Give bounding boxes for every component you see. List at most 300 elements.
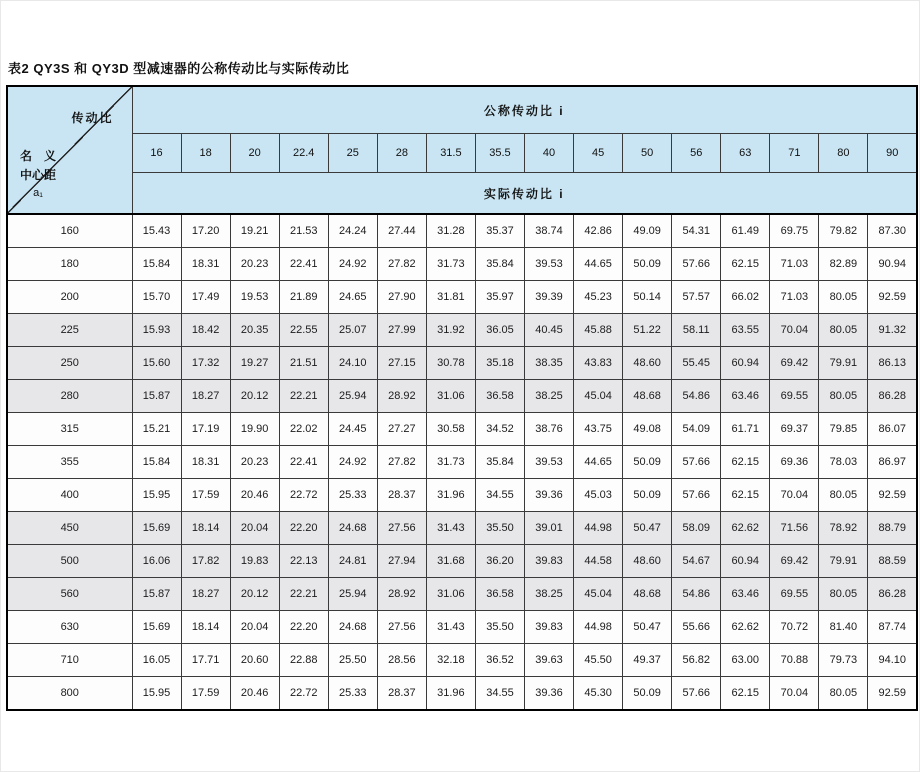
table-row-200 (7, 281, 917, 314)
value-cell: 88.59 (868, 545, 917, 578)
value-cell: 17.32 (181, 347, 230, 380)
value-cell: 45.88 (574, 314, 623, 347)
value-cell: 86.13 (868, 347, 917, 380)
value-cell: 80.05 (819, 314, 868, 347)
value-cell: 22.41 (279, 248, 328, 281)
value-cell: 35.84 (475, 248, 524, 281)
value-cell: 22.21 (279, 380, 328, 413)
value-cell: 50.14 (623, 281, 672, 314)
value-cell: 20.04 (230, 512, 279, 545)
value-cell: 71.03 (770, 248, 819, 281)
value-cell: 40.45 (525, 314, 574, 347)
value-cell: 15.95 (132, 479, 181, 512)
value-cell: 19.27 (230, 347, 279, 380)
value-cell: 25.94 (328, 380, 377, 413)
value-cell: 87.74 (868, 611, 917, 644)
column-header-16: 16 (132, 134, 181, 173)
value-cell: 86.07 (868, 413, 917, 446)
value-cell: 39.83 (525, 611, 574, 644)
value-cell: 69.55 (770, 380, 819, 413)
value-cell: 79.91 (819, 545, 868, 578)
value-cell: 24.45 (328, 413, 377, 446)
corner-label-ratio: 传动比 (71, 111, 114, 125)
nominal-header-row (7, 86, 917, 134)
value-cell: 18.14 (181, 512, 230, 545)
value-cell: 17.59 (181, 677, 230, 711)
value-cell: 45.03 (574, 479, 623, 512)
value-cell: 17.59 (181, 479, 230, 512)
value-cell: 22.20 (279, 512, 328, 545)
value-cell: 22.55 (279, 314, 328, 347)
value-cell: 15.70 (132, 281, 181, 314)
value-cell: 22.13 (279, 545, 328, 578)
value-cell: 36.20 (475, 545, 524, 578)
value-cell: 57.66 (672, 446, 721, 479)
value-cell: 81.40 (819, 611, 868, 644)
table-row-250 (7, 347, 917, 380)
column-header-22.4: 22.4 (279, 134, 328, 173)
value-cell: 38.25 (525, 578, 574, 611)
value-cell: 20.46 (230, 479, 279, 512)
value-cell: 20.12 (230, 380, 279, 413)
value-cell: 22.72 (279, 677, 328, 711)
value-cell: 43.75 (574, 413, 623, 446)
value-cell: 28.92 (377, 578, 426, 611)
value-cell: 60.94 (721, 545, 770, 578)
value-cell: 27.27 (377, 413, 426, 446)
value-cell: 19.90 (230, 413, 279, 446)
value-cell: 70.04 (770, 677, 819, 711)
value-cell: 24.68 (328, 512, 377, 545)
value-cell: 62.15 (721, 446, 770, 479)
actual-header-row (7, 173, 917, 215)
value-cell: 39.63 (525, 644, 574, 677)
value-cell: 19.83 (230, 545, 279, 578)
value-cell: 15.87 (132, 578, 181, 611)
row-label-cell: 500 (7, 545, 132, 578)
value-cell: 48.60 (623, 545, 672, 578)
value-cell: 31.43 (426, 611, 475, 644)
value-cell: 39.53 (525, 248, 574, 281)
value-cell: 21.53 (279, 214, 328, 248)
value-cell: 86.97 (868, 446, 917, 479)
value-cell: 50.09 (623, 479, 672, 512)
value-cell: 63.46 (721, 578, 770, 611)
value-cell: 15.95 (132, 677, 181, 711)
value-cell: 31.73 (426, 248, 475, 281)
value-cell: 91.32 (868, 314, 917, 347)
value-cell: 22.41 (279, 446, 328, 479)
value-cell: 24.81 (328, 545, 377, 578)
value-cell: 15.21 (132, 413, 181, 446)
value-cell: 82.89 (819, 248, 868, 281)
value-cell: 34.55 (475, 677, 524, 711)
column-header-35.5: 35.5 (475, 134, 524, 173)
value-cell: 39.01 (525, 512, 574, 545)
row-label-cell: 400 (7, 479, 132, 512)
value-cell: 28.37 (377, 677, 426, 711)
value-cell: 21.89 (279, 281, 328, 314)
value-cell: 30.78 (426, 347, 475, 380)
value-cell: 62.15 (721, 248, 770, 281)
value-cell: 34.52 (475, 413, 524, 446)
value-cell: 27.99 (377, 314, 426, 347)
value-cell: 57.57 (672, 281, 721, 314)
corner-label-center-distance (20, 147, 56, 203)
table-row-355 (7, 446, 917, 479)
column-header-28: 28 (377, 134, 426, 173)
column-header-40: 40 (525, 134, 574, 173)
value-cell: 20.46 (230, 677, 279, 711)
value-cell: 20.23 (230, 248, 279, 281)
value-cell: 38.76 (525, 413, 574, 446)
value-cell: 28.37 (377, 479, 426, 512)
table-row-500 (7, 545, 917, 578)
value-cell: 36.52 (475, 644, 524, 677)
value-cell: 19.53 (230, 281, 279, 314)
value-cell: 45.04 (574, 380, 623, 413)
value-cell: 18.42 (181, 314, 230, 347)
table-row-710 (7, 644, 917, 677)
value-cell: 31.96 (426, 677, 475, 711)
value-cell: 50.47 (623, 512, 672, 545)
value-cell: 78.92 (819, 512, 868, 545)
value-cell: 63.00 (721, 644, 770, 677)
value-cell: 17.49 (181, 281, 230, 314)
value-cell: 62.15 (721, 479, 770, 512)
nominal-ratio-header: 公称传动比 i (132, 86, 917, 134)
column-header-71: 71 (770, 134, 819, 173)
value-cell: 79.73 (819, 644, 868, 677)
row-label-cell: 280 (7, 380, 132, 413)
column-header-45: 45 (574, 134, 623, 173)
value-cell: 22.88 (279, 644, 328, 677)
value-cell: 80.05 (819, 578, 868, 611)
table-row-400 (7, 479, 917, 512)
value-cell: 24.65 (328, 281, 377, 314)
value-cell: 27.56 (377, 611, 426, 644)
value-cell: 58.11 (672, 314, 721, 347)
value-cell: 31.81 (426, 281, 475, 314)
table-row-225 (7, 314, 917, 347)
value-cell: 55.45 (672, 347, 721, 380)
row-label-cell: 355 (7, 446, 132, 479)
value-cell: 58.09 (672, 512, 721, 545)
value-cell: 22.02 (279, 413, 328, 446)
row-label-cell: 225 (7, 314, 132, 347)
value-cell: 31.28 (426, 214, 475, 248)
value-cell: 32.18 (426, 644, 475, 677)
value-cell: 20.35 (230, 314, 279, 347)
value-cell: 25.50 (328, 644, 377, 677)
value-cell: 25.33 (328, 677, 377, 711)
value-cell: 15.69 (132, 512, 181, 545)
value-cell: 69.55 (770, 578, 819, 611)
value-cell: 51.22 (623, 314, 672, 347)
row-label-cell: 450 (7, 512, 132, 545)
row-label-cell: 315 (7, 413, 132, 446)
value-cell: 57.66 (672, 677, 721, 711)
value-cell: 39.36 (525, 677, 574, 711)
value-cell: 36.58 (475, 578, 524, 611)
table-row-315 (7, 413, 917, 446)
value-cell: 60.94 (721, 347, 770, 380)
value-cell: 56.82 (672, 644, 721, 677)
value-cell: 38.25 (525, 380, 574, 413)
value-cell: 80.05 (819, 479, 868, 512)
value-cell: 36.58 (475, 380, 524, 413)
value-cell: 55.66 (672, 611, 721, 644)
value-cell: 18.27 (181, 578, 230, 611)
value-cell: 39.39 (525, 281, 574, 314)
table-row-180 (7, 248, 917, 281)
value-cell: 70.04 (770, 479, 819, 512)
table-body (7, 214, 917, 710)
value-cell: 44.98 (574, 512, 623, 545)
value-cell: 15.84 (132, 248, 181, 281)
value-cell: 31.68 (426, 545, 475, 578)
value-cell: 24.92 (328, 248, 377, 281)
value-cell: 94.10 (868, 644, 917, 677)
value-cell: 34.55 (475, 479, 524, 512)
value-cell: 27.15 (377, 347, 426, 380)
row-label-cell: 630 (7, 611, 132, 644)
value-cell: 50.09 (623, 446, 672, 479)
value-cell: 15.69 (132, 611, 181, 644)
value-cell: 50.09 (623, 677, 672, 711)
value-cell: 50.47 (623, 611, 672, 644)
value-cell: 48.68 (623, 578, 672, 611)
value-cell: 48.60 (623, 347, 672, 380)
value-cell: 49.08 (623, 413, 672, 446)
value-cell: 54.31 (672, 214, 721, 248)
value-cell: 16.05 (132, 644, 181, 677)
value-cell: 30.58 (426, 413, 475, 446)
value-cell: 31.06 (426, 578, 475, 611)
value-cell: 57.66 (672, 479, 721, 512)
value-cell: 92.59 (868, 479, 917, 512)
column-header-90: 90 (868, 134, 917, 173)
value-cell: 38.35 (525, 347, 574, 380)
value-cell: 24.10 (328, 347, 377, 380)
value-cell: 86.28 (868, 578, 917, 611)
value-cell: 45.30 (574, 677, 623, 711)
row-label-cell: 800 (7, 677, 132, 711)
value-cell: 45.23 (574, 281, 623, 314)
value-cell: 62.62 (721, 512, 770, 545)
value-cell: 90.94 (868, 248, 917, 281)
row-label-cell: 180 (7, 248, 132, 281)
table-row-160 (7, 214, 917, 248)
page-title: 表2 QY3S 和 QY3D 型减速器的公称传动比与实际传动比 (8, 61, 350, 76)
value-cell: 21.51 (279, 347, 328, 380)
value-cell: 15.84 (132, 446, 181, 479)
table-row-450 (7, 512, 917, 545)
value-cell: 22.20 (279, 611, 328, 644)
value-cell: 69.37 (770, 413, 819, 446)
value-cell: 27.82 (377, 248, 426, 281)
value-cell: 27.94 (377, 545, 426, 578)
value-cell: 17.20 (181, 214, 230, 248)
value-cell: 31.43 (426, 512, 475, 545)
value-cell: 49.09 (623, 214, 672, 248)
value-cell: 15.93 (132, 314, 181, 347)
value-cell: 80.05 (819, 380, 868, 413)
value-cell: 61.71 (721, 413, 770, 446)
value-cell: 24.92 (328, 446, 377, 479)
table-row-800 (7, 677, 917, 711)
value-cell: 69.75 (770, 214, 819, 248)
row-label-cell: 710 (7, 644, 132, 677)
value-cell: 15.43 (132, 214, 181, 248)
value-cell: 86.28 (868, 380, 917, 413)
corner-line-2: 中心距 (20, 168, 57, 183)
value-cell: 38.74 (525, 214, 574, 248)
value-cell: 39.36 (525, 479, 574, 512)
column-header-row (7, 134, 917, 173)
value-cell: 69.42 (770, 545, 819, 578)
value-cell: 63.46 (721, 380, 770, 413)
value-cell: 16.06 (132, 545, 181, 578)
value-cell: 62.15 (721, 677, 770, 711)
value-cell: 42.86 (574, 214, 623, 248)
value-cell: 71.03 (770, 281, 819, 314)
value-cell: 18.27 (181, 380, 230, 413)
row-label-cell: 160 (7, 214, 132, 248)
value-cell: 18.31 (181, 248, 230, 281)
value-cell: 50.09 (623, 248, 672, 281)
value-cell: 35.97 (475, 281, 524, 314)
value-cell: 44.65 (574, 248, 623, 281)
value-cell: 70.72 (770, 611, 819, 644)
value-cell: 31.06 (426, 380, 475, 413)
value-cell: 17.82 (181, 545, 230, 578)
value-cell: 25.33 (328, 479, 377, 512)
value-cell: 27.82 (377, 446, 426, 479)
value-cell: 25.07 (328, 314, 377, 347)
value-cell: 20.12 (230, 578, 279, 611)
value-cell: 15.87 (132, 380, 181, 413)
value-cell: 20.60 (230, 644, 279, 677)
value-cell: 27.44 (377, 214, 426, 248)
value-cell: 80.05 (819, 281, 868, 314)
value-cell: 31.96 (426, 479, 475, 512)
value-cell: 88.79 (868, 512, 917, 545)
transmission-ratio-table (6, 85, 918, 711)
actual-ratio-header: 实际传动比 i (132, 173, 917, 215)
corner-line-3: a₁ (33, 187, 43, 200)
value-cell: 39.53 (525, 446, 574, 479)
value-cell: 43.83 (574, 347, 623, 380)
value-cell: 20.23 (230, 446, 279, 479)
value-cell: 25.94 (328, 578, 377, 611)
value-cell: 92.59 (868, 281, 917, 314)
value-cell: 35.50 (475, 611, 524, 644)
value-cell: 57.66 (672, 248, 721, 281)
value-cell: 54.67 (672, 545, 721, 578)
value-cell: 28.92 (377, 380, 426, 413)
value-cell: 63.55 (721, 314, 770, 347)
value-cell: 22.72 (279, 479, 328, 512)
table-row-560 (7, 578, 917, 611)
column-header-20: 20 (230, 134, 279, 173)
value-cell: 35.50 (475, 512, 524, 545)
value-cell: 39.83 (525, 545, 574, 578)
value-cell: 36.05 (475, 314, 524, 347)
column-header-80: 80 (819, 134, 868, 173)
value-cell: 49.37 (623, 644, 672, 677)
column-header-63: 63 (721, 134, 770, 173)
table-row-630 (7, 611, 917, 644)
value-cell: 71.56 (770, 512, 819, 545)
value-cell: 17.71 (181, 644, 230, 677)
value-cell: 69.36 (770, 446, 819, 479)
value-cell: 27.56 (377, 512, 426, 545)
value-cell: 17.19 (181, 413, 230, 446)
value-cell: 19.21 (230, 214, 279, 248)
value-cell: 66.02 (721, 281, 770, 314)
value-cell: 80.05 (819, 677, 868, 711)
value-cell: 61.49 (721, 214, 770, 248)
value-cell: 79.91 (819, 347, 868, 380)
value-cell: 24.24 (328, 214, 377, 248)
value-cell: 18.14 (181, 611, 230, 644)
value-cell: 22.21 (279, 578, 328, 611)
corner-cell (7, 86, 132, 214)
value-cell: 62.62 (721, 611, 770, 644)
column-header-50: 50 (623, 134, 672, 173)
value-cell: 45.04 (574, 578, 623, 611)
value-cell: 79.85 (819, 413, 868, 446)
column-header-56: 56 (672, 134, 721, 173)
table-row-280 (7, 380, 917, 413)
value-cell: 44.58 (574, 545, 623, 578)
value-cell: 87.30 (868, 214, 917, 248)
value-cell: 31.73 (426, 446, 475, 479)
row-label-cell: 560 (7, 578, 132, 611)
value-cell: 69.42 (770, 347, 819, 380)
value-cell: 54.86 (672, 578, 721, 611)
value-cell: 70.88 (770, 644, 819, 677)
column-header-25: 25 (328, 134, 377, 173)
value-cell: 35.37 (475, 214, 524, 248)
corner-line-1: 名 义 (20, 149, 57, 164)
value-cell: 44.98 (574, 611, 623, 644)
value-cell: 27.90 (377, 281, 426, 314)
value-cell: 18.31 (181, 446, 230, 479)
value-cell: 92.59 (868, 677, 917, 711)
column-header-31.5: 31.5 (426, 134, 475, 173)
value-cell: 79.82 (819, 214, 868, 248)
value-cell: 48.68 (623, 380, 672, 413)
value-cell: 35.18 (475, 347, 524, 380)
value-cell: 44.65 (574, 446, 623, 479)
value-cell: 54.86 (672, 380, 721, 413)
value-cell: 24.68 (328, 611, 377, 644)
row-label-cell: 250 (7, 347, 132, 380)
value-cell: 70.04 (770, 314, 819, 347)
value-cell: 15.60 (132, 347, 181, 380)
value-cell: 28.56 (377, 644, 426, 677)
column-header-18: 18 (181, 134, 230, 173)
value-cell: 35.84 (475, 446, 524, 479)
value-cell: 20.04 (230, 611, 279, 644)
value-cell: 78.03 (819, 446, 868, 479)
row-label-cell: 200 (7, 281, 132, 314)
value-cell: 54.09 (672, 413, 721, 446)
value-cell: 45.50 (574, 644, 623, 677)
value-cell: 31.92 (426, 314, 475, 347)
